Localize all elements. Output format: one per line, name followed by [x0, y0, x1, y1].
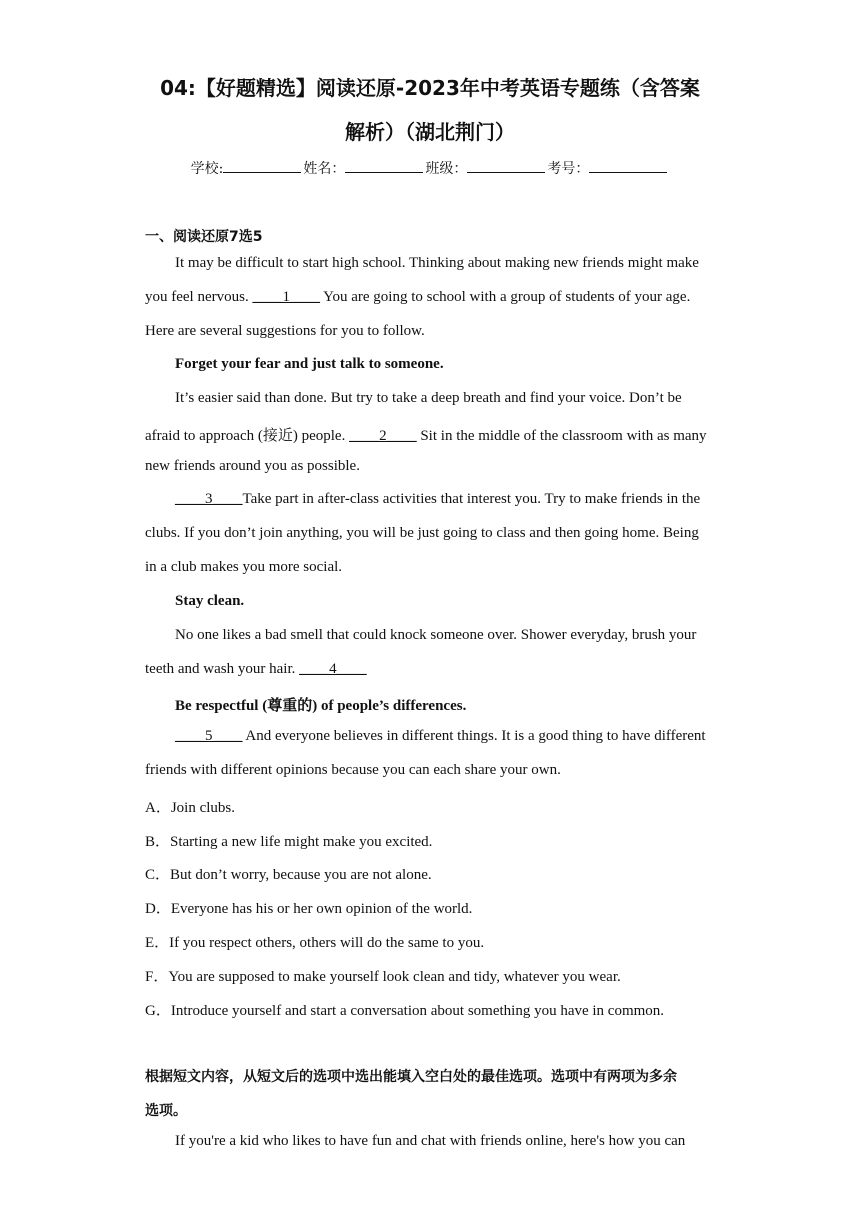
passage-line: It’s easier said than done. But try to take a deep breath and find your voice. Don’t be — [175, 390, 682, 406]
answer-blank-5: ____5____ — [175, 728, 243, 744]
passage-line — [175, 491, 700, 508]
subheading: Stay clean. — [175, 593, 245, 609]
text-span: You are going to school with a group of students of your age. — [319, 289, 691, 305]
text-span: And everyone believes in different things. It is a good thing to have different — [242, 728, 706, 744]
passage-line — [145, 661, 367, 678]
text-span: Sit in the middle of the classroom with as many — [416, 428, 707, 444]
class-label: 班级： — [425, 161, 468, 177]
student-info-row — [0, 158, 860, 178]
answer-blank-1: ____1____ — [252, 289, 320, 305]
answer-blank-3: ____3____ — [175, 491, 243, 507]
subheading: Be respectful (尊重的) of people’s differences. — [175, 698, 467, 714]
school-label: 学校: — [190, 161, 224, 177]
passage-line — [145, 289, 690, 306]
number-blank[interactable] — [589, 158, 667, 173]
passage-line: It may be difficult to start high school. Thinking about making new friends might make — [175, 255, 699, 271]
passage-line: clubs. If you don’t join anything, you will be just going to class and then going home. Being — [145, 525, 699, 541]
passage-line: No one likes a bad smell that could knock someone over. Shower everyday, brush your — [175, 627, 697, 643]
text-span: Take part in after-class activities that interest you. Try to make friends in the — [242, 491, 701, 507]
subheading: Forget your fear and just talk to someone. — [175, 356, 444, 372]
class-blank[interactable] — [467, 158, 545, 173]
passage-line — [145, 424, 707, 445]
name-blank[interactable] — [345, 158, 423, 173]
passage-line: new friends around you as possible. — [145, 458, 360, 474]
instruction-line: 根据短文内容，从短文后的选项中选出能填入空白处的最佳选项。选项中有两项为多余 — [145, 1069, 677, 1085]
answer-blank-4: ____4____ — [299, 661, 367, 677]
school-blank[interactable] — [223, 158, 301, 173]
option-b: B．Starting a new life might make you excited. — [145, 834, 433, 850]
document-title-line1: 04:【好题精选】阅读还原-2023年中考英语专题练（含答案 — [160, 76, 700, 100]
passage-line: Here are several suggestions for you to follow. — [145, 323, 425, 339]
option-e: E．If you respect others, others will do the same to you. — [145, 935, 485, 951]
document-title-line2: 解析）（湖北荆门） — [345, 120, 515, 144]
option-f: F．You are supposed to make yourself look clean and tidy, whatever you wear. — [145, 969, 621, 985]
passage-line: If you're a kid who likes to have fun and chat with friends online, here's how you can — [175, 1133, 686, 1149]
text-span: teeth and wash your hair. — [145, 661, 300, 677]
instruction-line: 选项。 — [145, 1103, 187, 1119]
section-heading: 一、阅读还原7选5 — [145, 229, 263, 245]
option-a: A．Join clubs. — [145, 800, 236, 816]
option-g: G．Introduce yourself and start a conversation about something you have in common. — [145, 1003, 665, 1019]
answer-blank-2: ____2____ — [349, 428, 417, 444]
passage-line — [175, 728, 706, 745]
passage-line: friends with different opinions because you can each share your own. — [145, 762, 561, 778]
text-span: you feel nervous. — [145, 289, 253, 305]
option-d: D．Everyone has his or her own opinion of the world. — [145, 901, 473, 917]
number-label: 考号： — [547, 161, 590, 177]
text-span: afraid to approach (接近) people. — [145, 428, 350, 444]
option-c: C．But don’t worry, because you are not alone. — [145, 867, 432, 883]
passage-line: in a club makes you more social. — [145, 559, 343, 575]
name-label: 姓名： — [303, 161, 346, 177]
